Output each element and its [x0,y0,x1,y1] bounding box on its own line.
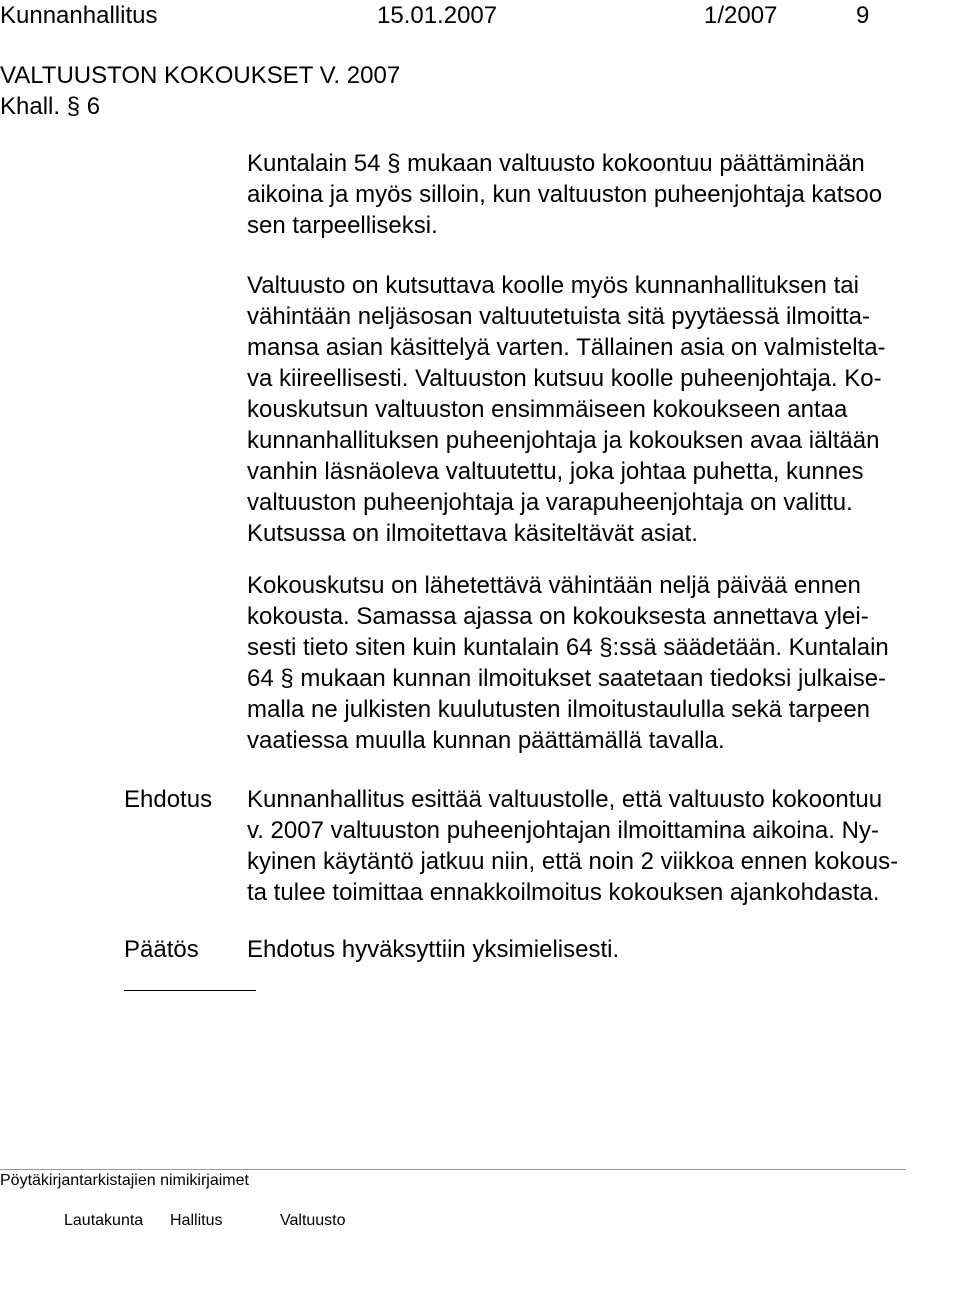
proposal-line: ta tulee toimittaa ennakkoilmoitus kokouksen ajankohdasta. [247,879,880,906]
paragraph-line: vähintään neljäsosan valtuutetuista sitä pyytäessä ilmoitta- [247,303,871,330]
proposal-line: kyinen käytäntö jatkuu niin, että noin 2 viikkoa ennen kokous- [247,848,899,875]
footer-column-valtuusto: Valtuusto [280,1212,346,1229]
footer-column-lautakunta: Lautakunta [64,1212,144,1229]
header-meeting-number: 1/2007 [704,2,778,29]
paragraph-line: Kuntalain 54 § mukaan valtuusto kokoontuu päättäminään [247,150,865,177]
paragraph-line: valtuuston puheenjohtaja ja varapuheenjohtaja on valittu. [247,489,853,516]
proposal-line: v. 2007 valtuuston puheenjohtajan ilmoittamina aikoina. Ny- [247,817,879,844]
paragraph-line: 64 § mukaan kunnan ilmoitukset saatetaan tiedoksi julkaise- [247,665,887,692]
decision-label: Päätös [124,936,199,963]
proposal-text [247,784,898,908]
paragraph-2 [247,270,886,549]
footer-column-hallitus: Hallitus [170,1212,223,1229]
proposal-line: Kunnanhallitus esittää valtuustolle, että valtuusto kokoontuu [247,786,883,813]
header-title: Kunnanhallitus [0,2,158,29]
paragraph-line: kunnanhallituksen puheenjohtaja ja kokouksen avaa iältään [247,427,880,454]
paragraph-line: Valtuusto on kutsuttava koolle myös kunnanhallituksen tai [247,272,859,299]
paragraph-line: aikoina ja myös silloin, kun valtuuston puheenjohtaja katsoo [247,181,883,208]
paragraph-line: va kiireellisesti. Valtuuston kutsuu koolle puheenjohtaja. Ko- [247,365,882,392]
section-reference: Khall. § 6 [0,93,101,120]
paragraph-line: kouskutsun valtuuston ensimmäiseen kokoukseen antaa [247,396,848,423]
paragraph-line: kokousta. Samassa ajassa on kokouksesta annettava ylei- [247,603,869,630]
paragraph-line: malla ne julkisten kuulutusten ilmoitustaululla sekä tarpeen [247,696,871,723]
paragraph-line: vanhin läsnäoleva valtuutettu, joka johtaa puhetta, kunnes [247,458,864,485]
decision-text: Ehdotus hyväksyttiin yksimielisesti. [247,936,620,963]
item-title: VALTUUSTON KOKOUKSET V. 2007 [0,62,401,89]
decision-underline [124,990,256,991]
paragraph-line: vaatiessa muulla kunnan päättämällä tavalla. [247,727,725,754]
header-date: 15.01.2007 [377,2,498,29]
signatures-label: Pöytäkirjantarkistajien nimikirjaimet [0,1172,249,1189]
paragraph-3 [247,570,889,756]
paragraph-line: sen tarpeelliseksi. [247,212,438,239]
proposal-label: Ehdotus [124,786,213,813]
paragraph-1 [247,148,882,241]
paragraph-line: Kokouskutsu on lähetettävä vähintään neljä päivää ennen [247,572,861,599]
header-page-number: 9 [856,2,870,29]
paragraph-line: mansa asian käsittelyä varten. Tällainen asia on valmistelta- [247,334,886,361]
paragraph-line: Kutsussa on ilmoitettava käsiteltävät asiat. [247,520,698,547]
footer-divider [0,1169,906,1170]
paragraph-line: sesti tieto siten kuin kuntalain 64 §:ssä säädetään. Kuntalain [247,634,889,661]
